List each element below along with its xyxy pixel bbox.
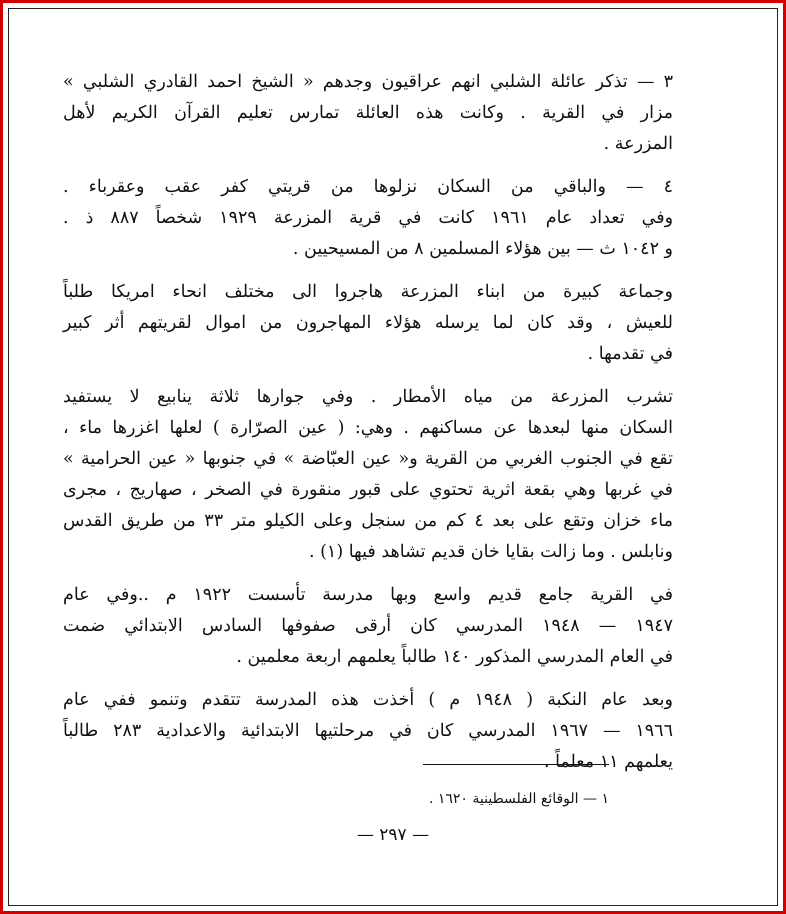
text-line: مزار في القرية . وكانت هذه العائلة تمارس تعليم القرآن الكريم لأهل (63, 103, 673, 123)
text-line: في القرية جامع قديم واسع وبها مدرسة تأسست ١٩٢٢ م ..وفي عام (63, 585, 673, 605)
footnote-divider (423, 764, 609, 765)
paragraph-water (63, 382, 673, 568)
page-body (63, 67, 673, 790)
text-line: ونابلس . وما زالت بقايا خان قديم تشاهد فيها (١) . (308, 542, 673, 562)
text-line: وجماعة كبيرة من ابناء المزرعة هاجروا الى مختلف انحاء امريكا طلباً (63, 282, 673, 302)
text-line: في العام المدرسي المذكور ١٤٠ طالباً يعلمهم اربعة معلمين . (236, 647, 673, 667)
text-line: ١٩٦٦ — ١٩٦٧ المدرسي كان في مرحلتيها الابتدائية والاعدادية ٢٨٣ طالباً (63, 721, 673, 741)
text-line: تقع في الجنوب الغربي من القرية و« عين العبّاضة » في جنوبها « عين الحرامية » (63, 449, 673, 469)
text-line: تشرب المزرعة من مياه الأمطار . وفي جوارها ثلاثة ينابيع لا يستفيد (63, 387, 673, 407)
text-line: ماء خزان وتقع على بعد ٤ كم من سنجل وعلى الكيلو متر ٣٣ من طريق القدس (63, 511, 673, 531)
paragraph-item-3 (63, 67, 673, 160)
text-line: ١٩٤٧ — ١٩٤٨ المدرسي كان أرقى صفوفها السادس الابتدائي ضمت (63, 616, 673, 636)
page-number: — ٢٩٧ — (356, 825, 430, 845)
footnote: ١ — الوقائع الفلسطينية ١٦٢٠ . (428, 791, 609, 807)
paragraph-emigration (63, 277, 673, 370)
text-line: ٤ — والباقي من السكان نزلوها من قريتي كفر عقب وعقرباء . (63, 177, 673, 197)
text-line: المزرعة . (603, 134, 673, 154)
text-line: السكان منها لبعدها عن مساكنهم . وهي: ( عين الصرّارة ) لعلها اغزرها ماء ، (63, 418, 673, 438)
text-line: في تقدمها . (587, 344, 673, 364)
text-line: يعلمهم ١١ معلماً . (543, 752, 673, 772)
text-line: وفي تعداد عام ١٩٦١ كانت في قرية المزرعة ١٩٢٩ شخصاً ٨٨٧ ذ . (63, 208, 674, 228)
text-line: للعيش ، وقد كان لما يرسله هؤلاء المهاجرون من اموال لقريتهم أثر كبير (63, 313, 673, 333)
text-line: ٣ — تذكر عائلة الشلبي انهم عراقيون وجدهم « الشيخ احمد القادري الشلبي » (63, 72, 673, 92)
paragraph-item-4 (63, 172, 673, 265)
paragraph-mosque-school (63, 580, 673, 673)
text-line: في غربها وهي بقعة اثرية تحتوي على قبور منقورة في الصخر ، صهاريج ، مجرى (63, 480, 673, 500)
text-line: و ١٠٤٢ ث — بين هؤلاء المسلمين ٨ من المسيحيين . (292, 239, 673, 259)
text-line: وبعد عام النكبة ( ١٩٤٨ م ) أخذت هذه المدرسة تتقدم وتنمو ففي عام (63, 690, 673, 710)
